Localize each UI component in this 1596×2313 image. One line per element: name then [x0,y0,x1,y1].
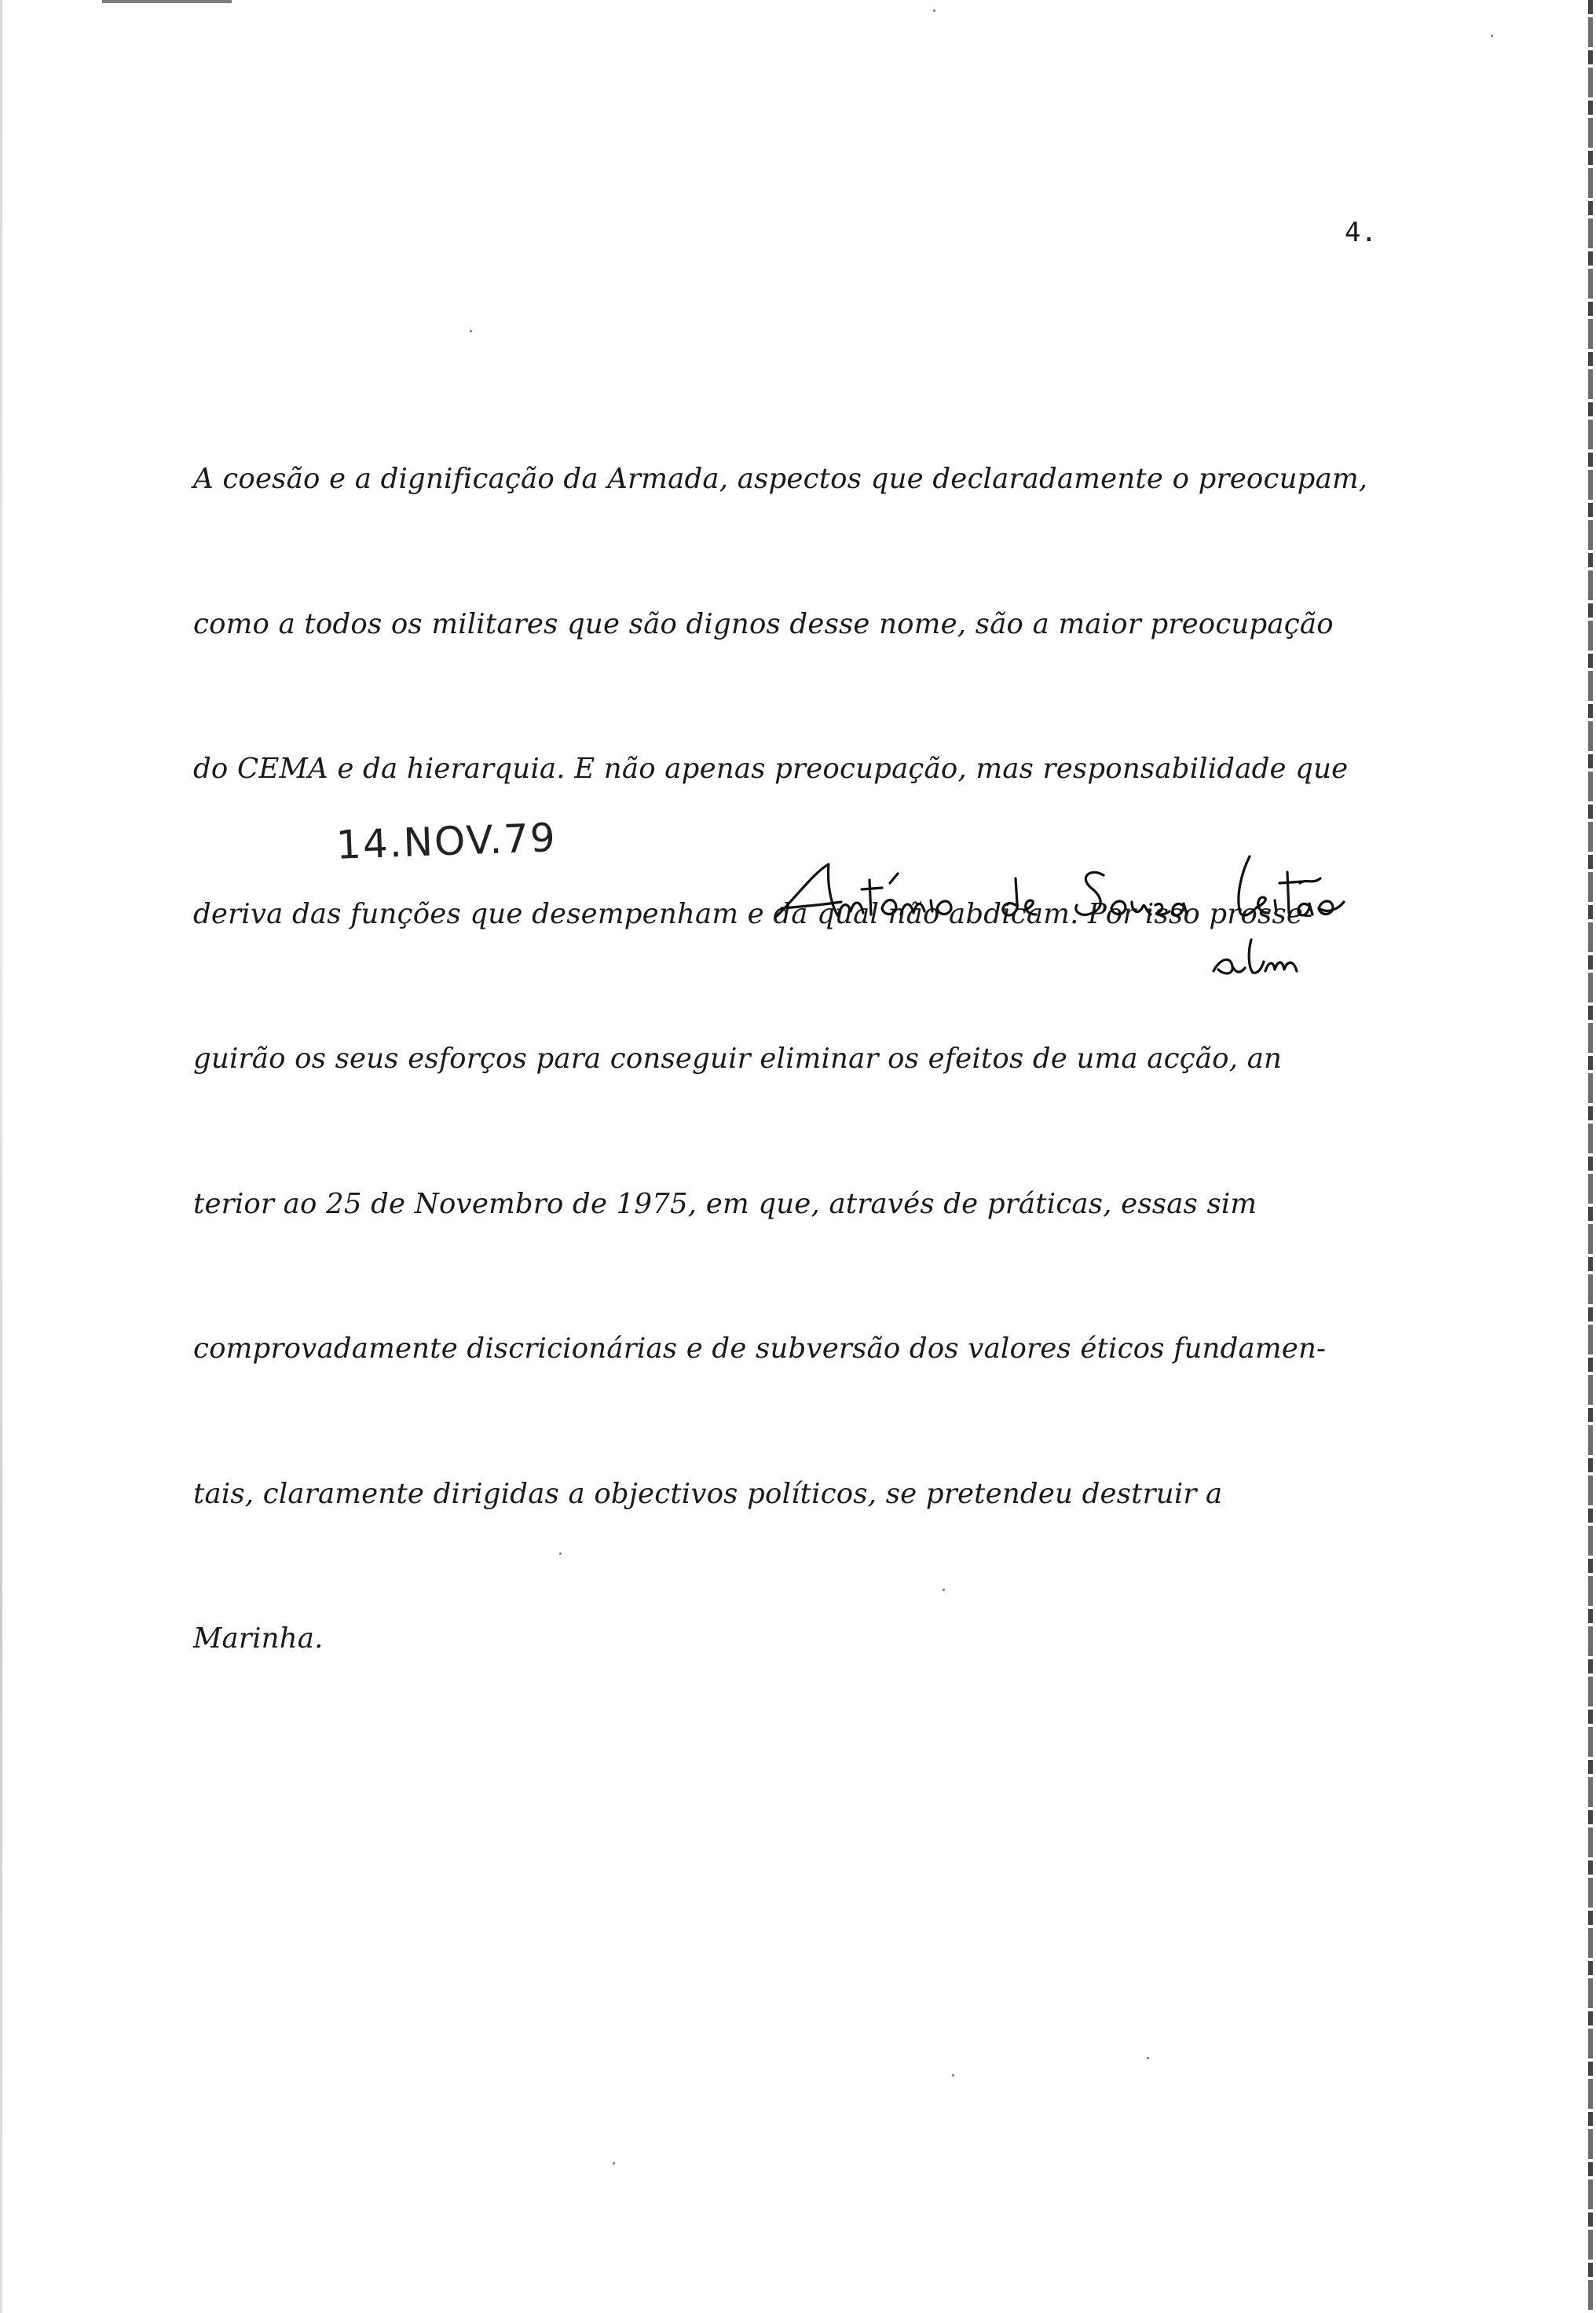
handwritten-date: 14.NOV.79 [335,815,558,868]
scan-edge-left [0,0,2,2313]
page-number: 4. [1345,217,1377,248]
body-line: deriva das funções que desempenham e da qual não abdicam. Por isso prosse- [193,897,1313,930]
scan-speck [1491,35,1493,37]
scan-edge-right [1588,0,1593,2313]
body-line: tais, claramente dirigidas a objectivos políticos, se pretendeu destruir a [193,1477,1223,1510]
handwritten-signature [766,833,1410,982]
body-line: terior ao 25 de Novembro de 1975, em que, através de práticas, essas sim [193,1187,1257,1220]
body-line: como a todos os militares que são dignos desse nome, são a maior preocupação [193,607,1334,640]
body-line: Marinha. [193,1622,324,1655]
body-line: A coesão e a dignificação da Armada, aspectos que declaradamente o preocupam, [193,463,1368,495]
scan-speck [933,9,935,12]
body-line: comprovadamente discricionárias e de subversão dos valores éticos fundamen- [193,1332,1327,1365]
body-paragraph [193,358,1450,1760]
body-line: guirão os seus esforços para conseguir eliminar os efeitos de uma acção, an [193,1043,1283,1075]
scan-top-mark [102,0,232,3]
scan-speck [1147,2057,1149,2059]
scan-speck [470,330,472,332]
scan-speck [613,2162,615,2165]
body-line: do CEMA e da hierarquia. E não apenas preocupação, mas responsabilidade que [193,753,1349,785]
scan-speck [952,2074,954,2077]
